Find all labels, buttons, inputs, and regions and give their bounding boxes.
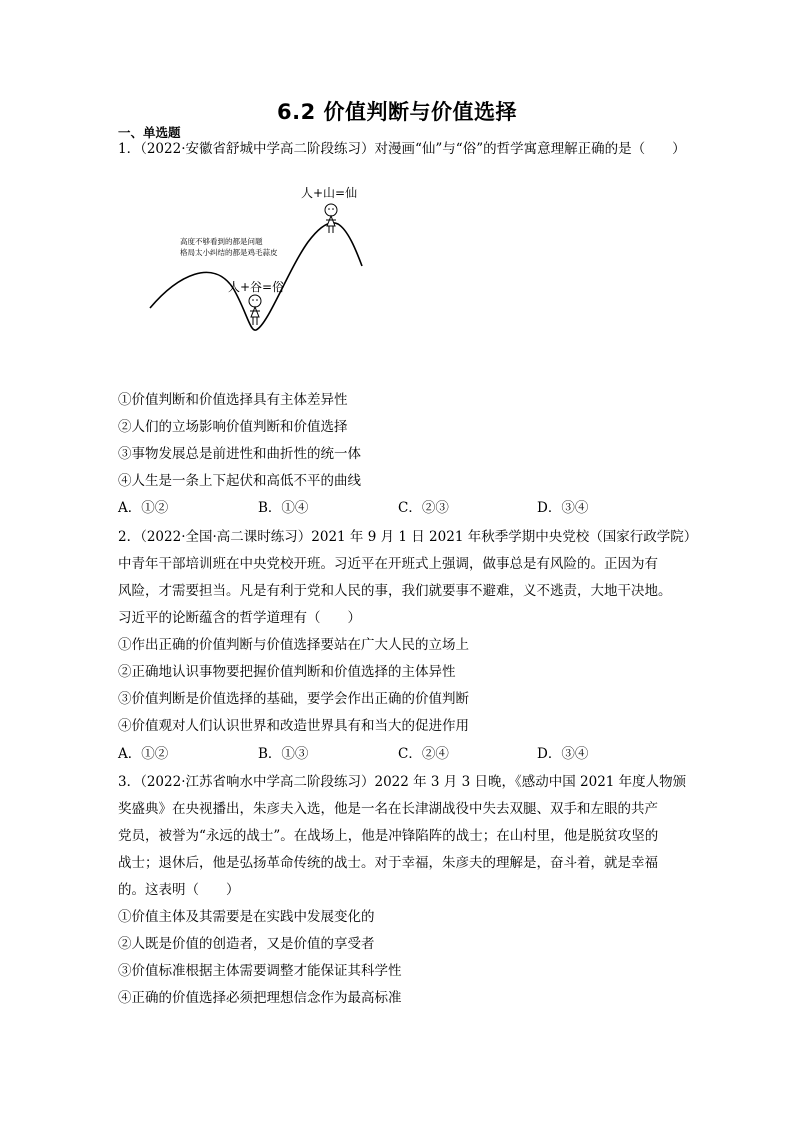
cartoon-figure (138, 170, 398, 360)
q1-option-a[interactable]: A．①② (118, 500, 169, 516)
q2-stem-line: 习近平的论断蕴含的哲学道理有（ ） (118, 610, 361, 626)
page-title: 6.2 价值判断与价值选择 (276, 100, 517, 124)
q3-stem-line: 3．（2022·江苏省响水中学高二阶段练习）2022 年 3 月 3 日晚，《感动中国 2021 年度人物颁 (118, 774, 687, 790)
q1-option-c[interactable]: C．②③ (398, 500, 449, 516)
top-stick-figure-icon (325, 204, 337, 233)
q2-option-c[interactable]: C．②④ (398, 746, 449, 762)
q3-statement: ②人既是价值的创造者，又是价值的享受者 (118, 936, 375, 952)
q3-statement: ①价值主体及其需要是在实践中发展变化的 (118, 909, 375, 925)
q2-statement: ②正确地认识事物要把握价值判断和价值选择的主体异性 (118, 664, 456, 680)
q2-option-a[interactable]: A．①② (118, 746, 169, 762)
q3-statement: ③价值标准根据主体需要调整才能保证其科学性 (118, 963, 402, 979)
q3-stem-line: 的。这表明（ ） (118, 882, 240, 898)
cartoon-top-label: 人+山=仙 (301, 186, 358, 200)
q1-statement: ②人们的立场影响价值判断和价值选择 (118, 419, 348, 435)
q3-stem-line: 党员，被誉为“永远的战士”。在战场上，他是冲锋陷阵的战士；在山村里，他是脱贫攻坚的 (118, 828, 659, 844)
q3-stem-line: 奖盛典》在央视播出，朱彦夫入选，他是一名在长津湖战役中失去双腿、双手和左眼的共产 (118, 801, 658, 817)
q2-stem-line: 风险，才需要担当。凡是有利于党和人民的事，我们就要事不避难，义不逃责，大地干决地。 (118, 583, 672, 599)
q2-stem-line: 2．（2022·全国·高二课时练习）2021 年 9 月 1 日 2021 年秋季学期中央党校（国家行政学院） (118, 529, 698, 545)
q1-option-d[interactable]: D．③④ (537, 500, 589, 516)
cartoon-caption-line2: 格局太小纠结的都是鸡毛蒜皮 (180, 248, 278, 257)
q3-statement: ④正确的价值选择必须把理想信念作为最高标准 (118, 990, 402, 1006)
q1-stem: 1．（2022·安徽省舒城中学高二阶段练习）对漫画“仙”与“俗”的哲学寓意理解正确的是（ ） (118, 141, 686, 157)
q2-stem-line: 中青年干部培训班在中央党校开班。习近平在开班式上强调，做事总是有风险的。正因为有 (118, 556, 658, 572)
cartoon-mountain-valley (138, 170, 398, 360)
q2-statement: ④价值观对人们认识世界和改造世界具有和当大的促进作用 (118, 718, 469, 734)
cartoon-bottom-label: 人+谷=俗 (228, 280, 285, 294)
section-heading: 一、单选题 (118, 125, 181, 140)
q2-option-d[interactable]: D．③④ (537, 746, 589, 762)
q2-statement: ③价值判断是价值选择的基础，要学会作出正确的价值判断 (118, 691, 469, 707)
cartoon-caption-line1: 高度不够看到的都是问题 (180, 237, 263, 246)
bottom-stick-figure-icon (249, 295, 261, 325)
q1-option-b[interactable]: B．①④ (258, 500, 309, 516)
q2-option-b[interactable]: B．①③ (258, 746, 309, 762)
q1-statement: ①价值判断和价值选择具有主体差异性 (118, 392, 348, 408)
q1-statement: ③事物发展总是前进性和曲折性的统一体 (118, 446, 361, 462)
q1-statement: ④人生是一条上下起伏和高低不平的曲线 (118, 473, 361, 489)
q2-statement: ①作出正确的价值判断与价值选择要站在广大人民的立场上 (118, 637, 469, 653)
q3-stem-line: 战士；退休后，他是弘扬革命传统的战士。对于幸福，朱彦夫的理解是，奋斗着，就是幸福 (118, 855, 658, 871)
